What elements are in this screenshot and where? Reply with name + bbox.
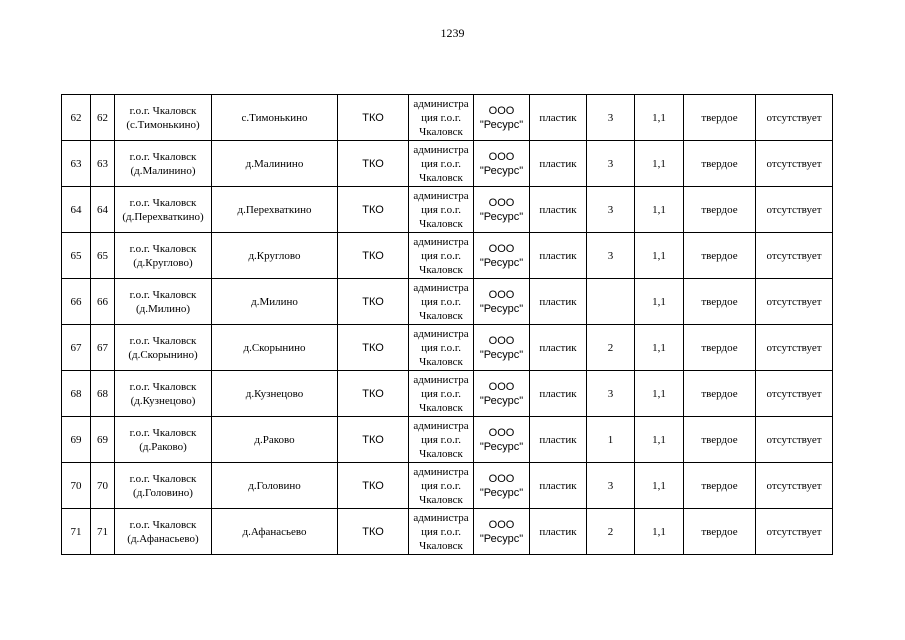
table-row bbox=[62, 233, 833, 279]
owner-cell bbox=[409, 233, 474, 279]
waste-type-cell: ТКО bbox=[338, 509, 409, 555]
locality-settlement: (д.Головино) bbox=[133, 486, 193, 499]
table-row bbox=[62, 463, 833, 509]
fence-cell: отсутствует bbox=[756, 509, 833, 555]
container-count-cell: 1 bbox=[587, 417, 635, 463]
surface-cell: твердое bbox=[684, 95, 756, 141]
owner-cell bbox=[409, 187, 474, 233]
owner-line-1: администра bbox=[413, 373, 469, 386]
operator-line-1: ООО bbox=[488, 104, 515, 117]
site-number-cell: 63 bbox=[91, 141, 115, 187]
surface-cell: твердое bbox=[684, 417, 756, 463]
container-count-cell: 3 bbox=[587, 187, 635, 233]
site-number-cell: 62 bbox=[91, 95, 115, 141]
address-cell: д.Кузнецово bbox=[212, 371, 338, 417]
waste-type-cell: ТКО bbox=[338, 279, 409, 325]
site-number-cell: 65 bbox=[91, 233, 115, 279]
waste-type-cell: ТКО bbox=[338, 371, 409, 417]
owner-line-1: администра bbox=[413, 189, 469, 202]
operator-line-2: "Ресурс" bbox=[479, 256, 524, 269]
operator-line-2: "Ресурс" bbox=[479, 532, 524, 545]
locality-settlement: (д.Круглово) bbox=[133, 256, 193, 269]
owner-line-2: ция г.о.г. bbox=[421, 249, 461, 262]
owner-line-3: Чкаловск bbox=[419, 125, 463, 138]
address-cell: д.Раково bbox=[212, 417, 338, 463]
container-count-cell: 3 bbox=[587, 95, 635, 141]
owner-line-1: администра bbox=[413, 465, 469, 478]
locality-district: г.о.г. Чкаловск bbox=[129, 242, 197, 255]
owner-line-1: администра bbox=[413, 235, 469, 248]
locality-district: г.о.г. Чкаловск bbox=[129, 104, 197, 117]
locality-district: г.о.г. Чкаловск bbox=[129, 288, 197, 301]
owner-line-1: администра bbox=[413, 511, 469, 524]
row-number-cell: 65 bbox=[62, 233, 91, 279]
page-number: 1239 bbox=[440, 26, 465, 40]
fence-cell: отсутствует bbox=[756, 233, 833, 279]
container-material-cell: пластик bbox=[530, 463, 587, 509]
locality-cell bbox=[115, 279, 212, 325]
owner-line-2: ция г.о.г. bbox=[421, 387, 461, 400]
container-volume-cell: 1,1 bbox=[635, 371, 684, 417]
owner-line-3: Чкаловск bbox=[419, 539, 463, 552]
container-count-cell: 3 bbox=[587, 233, 635, 279]
address-cell: д.Головино bbox=[212, 463, 338, 509]
table-row bbox=[62, 141, 833, 187]
operator-line-2: "Ресурс" bbox=[479, 164, 524, 177]
address-cell: д.Афанасьево bbox=[212, 509, 338, 555]
operator-line-1: ООО bbox=[488, 288, 515, 301]
fence-cell: отсутствует bbox=[756, 417, 833, 463]
row-number-cell: 71 bbox=[62, 509, 91, 555]
operator-line-2: "Ресурс" bbox=[479, 440, 524, 453]
container-material-cell: пластик bbox=[530, 95, 587, 141]
owner-cell bbox=[409, 371, 474, 417]
locality-district: г.о.г. Чкаловск bbox=[129, 518, 197, 531]
row-number-cell: 69 bbox=[62, 417, 91, 463]
table-row bbox=[62, 187, 833, 233]
fence-cell: отсутствует bbox=[756, 279, 833, 325]
surface-cell: твердое bbox=[684, 463, 756, 509]
container-material-cell: пластик bbox=[530, 233, 587, 279]
table-body bbox=[62, 95, 833, 555]
site-number-cell: 71 bbox=[91, 509, 115, 555]
locality-district: г.о.г. Чкаловск bbox=[129, 426, 197, 439]
address-cell: д.Круглово bbox=[212, 233, 338, 279]
waste-type-cell: ТКО bbox=[338, 95, 409, 141]
locality-cell bbox=[115, 325, 212, 371]
surface-cell: твердое bbox=[684, 371, 756, 417]
owner-cell bbox=[409, 509, 474, 555]
table-row bbox=[62, 279, 833, 325]
locality-district: г.о.г. Чкаловск bbox=[129, 196, 197, 209]
surface-cell: твердое bbox=[684, 509, 756, 555]
owner-line-2: ция г.о.г. bbox=[421, 111, 461, 124]
operator-line-2: "Ресурс" bbox=[479, 118, 524, 131]
fence-cell: отсутствует bbox=[756, 187, 833, 233]
container-count-cell: 3 bbox=[587, 141, 635, 187]
operator-line-2: "Ресурс" bbox=[479, 302, 524, 315]
locality-settlement: (с.Тимонькино) bbox=[126, 118, 200, 131]
locality-cell bbox=[115, 233, 212, 279]
operator-cell bbox=[474, 463, 530, 509]
locality-cell bbox=[115, 463, 212, 509]
site-number-cell: 64 bbox=[91, 187, 115, 233]
owner-line-1: администра bbox=[413, 327, 469, 340]
table-row bbox=[62, 509, 833, 555]
address-cell: с.Тимонькино bbox=[212, 95, 338, 141]
surface-cell: твердое bbox=[684, 187, 756, 233]
locality-settlement: (д.Перехваткино) bbox=[122, 210, 204, 223]
container-volume-cell: 1,1 bbox=[635, 325, 684, 371]
owner-line-3: Чкаловск bbox=[419, 309, 463, 322]
owner-cell bbox=[409, 463, 474, 509]
locality-cell bbox=[115, 509, 212, 555]
operator-line-1: ООО bbox=[488, 380, 515, 393]
address-cell: д.Перехваткино bbox=[212, 187, 338, 233]
waste-type-cell: ТКО bbox=[338, 187, 409, 233]
operator-line-1: ООО bbox=[488, 334, 515, 347]
owner-cell bbox=[409, 325, 474, 371]
row-number-cell: 63 bbox=[62, 141, 91, 187]
owner-line-1: администра bbox=[413, 97, 469, 110]
row-number-cell: 66 bbox=[62, 279, 91, 325]
site-number-cell: 67 bbox=[91, 325, 115, 371]
owner-line-3: Чкаловск bbox=[419, 171, 463, 184]
locality-district: г.о.г. Чкаловск bbox=[129, 472, 197, 485]
operator-line-2: "Ресурс" bbox=[479, 394, 524, 407]
fence-cell: отсутствует bbox=[756, 371, 833, 417]
owner-cell bbox=[409, 141, 474, 187]
owner-cell bbox=[409, 417, 474, 463]
locality-cell bbox=[115, 417, 212, 463]
address-cell: д.Скорынино bbox=[212, 325, 338, 371]
owner-cell bbox=[409, 279, 474, 325]
surface-cell: твердое bbox=[684, 279, 756, 325]
container-volume-cell: 1,1 bbox=[635, 417, 684, 463]
fence-cell: отсутствует bbox=[756, 325, 833, 371]
address-cell: д.Милино bbox=[212, 279, 338, 325]
owner-line-2: ция г.о.г. bbox=[421, 433, 461, 446]
owner-line-1: администра bbox=[413, 419, 469, 432]
owner-line-3: Чкаловск bbox=[419, 447, 463, 460]
operator-line-2: "Ресурс" bbox=[479, 210, 524, 223]
container-material-cell: пластик bbox=[530, 187, 587, 233]
operator-line-1: ООО bbox=[488, 518, 515, 531]
container-volume-cell: 1,1 bbox=[635, 141, 684, 187]
row-number-cell: 64 bbox=[62, 187, 91, 233]
container-volume-cell: 1,1 bbox=[635, 509, 684, 555]
owner-line-3: Чкаловск bbox=[419, 263, 463, 276]
locality-settlement: (д.Скорынино) bbox=[128, 348, 198, 361]
locality-district: г.о.г. Чкаловск bbox=[129, 334, 197, 347]
locality-cell bbox=[115, 141, 212, 187]
operator-line-2: "Ресурс" bbox=[479, 486, 524, 499]
container-volume-cell: 1,1 bbox=[635, 463, 684, 509]
site-number-cell: 68 bbox=[91, 371, 115, 417]
address-cell: д.Малинино bbox=[212, 141, 338, 187]
row-number-cell: 62 bbox=[62, 95, 91, 141]
operator-line-1: ООО bbox=[488, 426, 515, 439]
table-row bbox=[62, 371, 833, 417]
container-count-cell: 3 bbox=[587, 463, 635, 509]
surface-cell: твердое bbox=[684, 141, 756, 187]
site-number-cell: 69 bbox=[91, 417, 115, 463]
locality-cell bbox=[115, 371, 212, 417]
container-material-cell: пластик bbox=[530, 325, 587, 371]
owner-line-3: Чкаловск bbox=[419, 217, 463, 230]
owner-line-2: ция г.о.г. bbox=[421, 203, 461, 216]
container-volume-cell: 1,1 bbox=[635, 187, 684, 233]
row-number-cell: 68 bbox=[62, 371, 91, 417]
operator-line-2: "Ресурс" bbox=[479, 348, 524, 361]
locality-settlement: (д.Кузнецово) bbox=[130, 394, 196, 407]
fence-cell: отсутствует bbox=[756, 141, 833, 187]
owner-line-1: администра bbox=[413, 281, 469, 294]
owner-line-2: ция г.о.г. bbox=[421, 341, 461, 354]
owner-line-2: ция г.о.г. bbox=[421, 479, 461, 492]
owner-line-2: ция г.о.г. bbox=[421, 157, 461, 170]
container-volume-cell: 1,1 bbox=[635, 95, 684, 141]
operator-cell bbox=[474, 325, 530, 371]
waste-type-cell: ТКО bbox=[338, 325, 409, 371]
owner-line-2: ция г.о.г. bbox=[421, 525, 461, 538]
table-row bbox=[62, 95, 833, 141]
owner-line-1: администра bbox=[413, 143, 469, 156]
locality-settlement: (д.Афанасьево) bbox=[127, 532, 199, 545]
operator-cell bbox=[474, 279, 530, 325]
locality-settlement: (д.Милино) bbox=[135, 302, 191, 315]
locality-settlement: (д.Малинино) bbox=[130, 164, 196, 177]
owner-line-3: Чкаловск bbox=[419, 401, 463, 414]
container-volume-cell: 1,1 bbox=[635, 233, 684, 279]
container-material-cell: пластик bbox=[530, 371, 587, 417]
fence-cell: отсутствует bbox=[756, 463, 833, 509]
operator-cell bbox=[474, 417, 530, 463]
waste-type-cell: ТКО bbox=[338, 417, 409, 463]
operator-cell bbox=[474, 509, 530, 555]
operator-cell bbox=[474, 371, 530, 417]
operator-cell bbox=[474, 141, 530, 187]
owner-line-3: Чкаловск bbox=[419, 493, 463, 506]
container-material-cell: пластик bbox=[530, 141, 587, 187]
container-material-cell: пластик bbox=[530, 417, 587, 463]
operator-cell bbox=[474, 95, 530, 141]
container-material-cell: пластик bbox=[530, 509, 587, 555]
container-volume-cell: 1,1 bbox=[635, 279, 684, 325]
locality-cell bbox=[115, 95, 212, 141]
container-material-cell: пластик bbox=[530, 279, 587, 325]
owner-cell bbox=[409, 95, 474, 141]
owner-line-2: ция г.о.г. bbox=[421, 295, 461, 308]
locality-district: г.о.г. Чкаловск bbox=[129, 380, 197, 393]
site-number-cell: 70 bbox=[91, 463, 115, 509]
surface-cell: твердое bbox=[684, 233, 756, 279]
table-row bbox=[62, 417, 833, 463]
operator-line-1: ООО bbox=[488, 242, 515, 255]
fence-cell: отсутствует bbox=[756, 95, 833, 141]
table-row bbox=[62, 325, 833, 371]
locality-cell bbox=[115, 187, 212, 233]
operator-line-1: ООО bbox=[488, 196, 515, 209]
waste-type-cell: ТКО bbox=[338, 141, 409, 187]
locality-settlement: (д.Раково) bbox=[139, 440, 187, 453]
row-number-cell: 70 bbox=[62, 463, 91, 509]
locality-district: г.о.г. Чкаловск bbox=[129, 150, 197, 163]
owner-line-3: Чкаловск bbox=[419, 355, 463, 368]
surface-cell: твердое bbox=[684, 325, 756, 371]
operator-cell bbox=[474, 233, 530, 279]
waste-sites-table bbox=[61, 94, 833, 555]
waste-type-cell: ТКО bbox=[338, 463, 409, 509]
container-count-cell bbox=[587, 279, 635, 325]
container-count-cell: 2 bbox=[587, 325, 635, 371]
operator-line-1: ООО bbox=[488, 150, 515, 163]
operator-cell bbox=[474, 187, 530, 233]
row-number-cell: 67 bbox=[62, 325, 91, 371]
waste-type-cell: ТКО bbox=[338, 233, 409, 279]
container-count-cell: 3 bbox=[587, 371, 635, 417]
container-count-cell: 2 bbox=[587, 509, 635, 555]
operator-line-1: ООО bbox=[488, 472, 515, 485]
site-number-cell: 66 bbox=[91, 279, 115, 325]
